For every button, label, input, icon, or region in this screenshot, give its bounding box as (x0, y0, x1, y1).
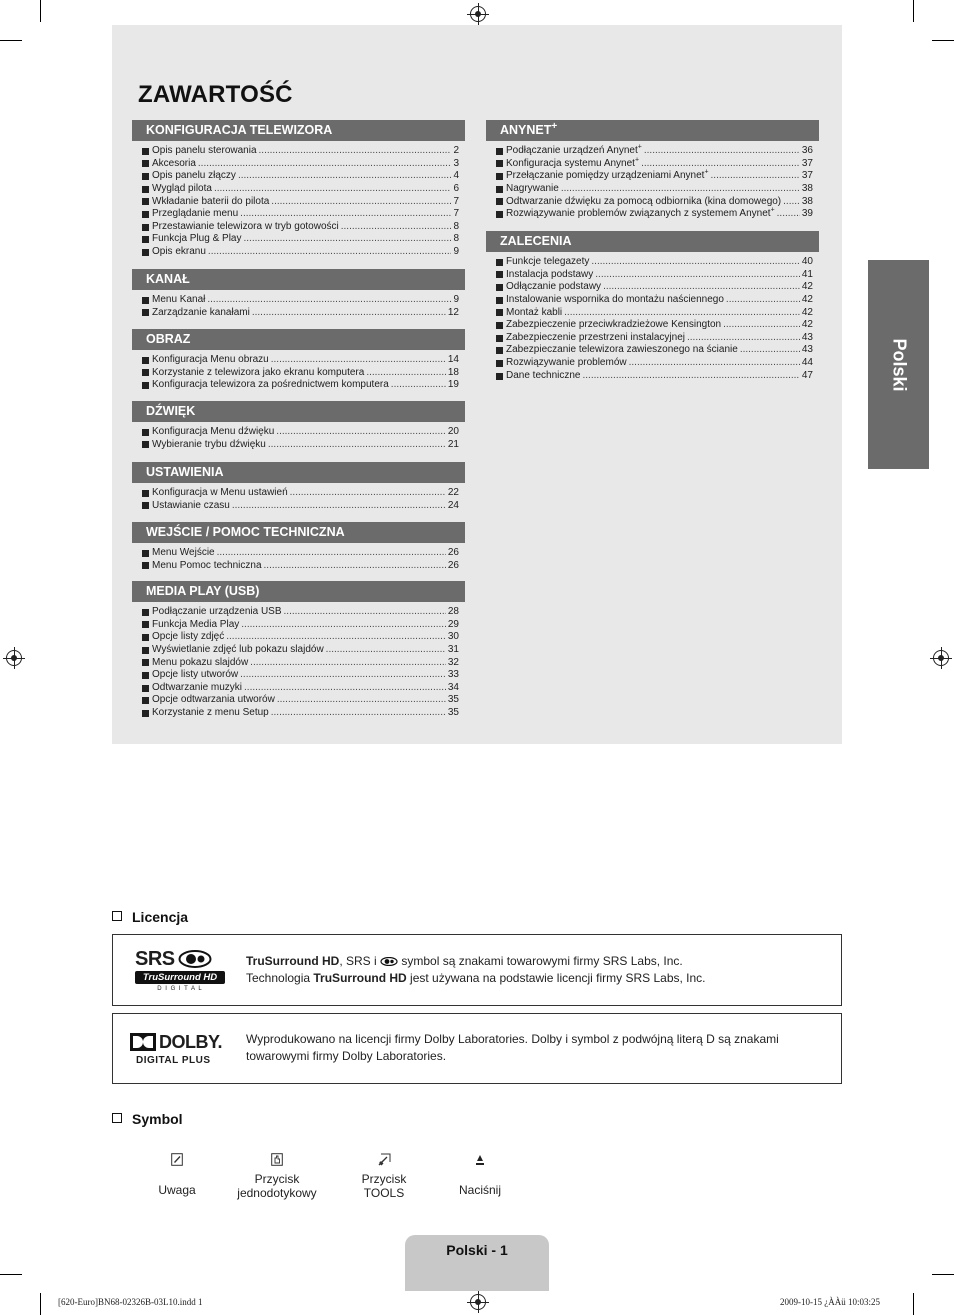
toc-entry-label: Wybieranie trybu dźwięku (152, 438, 266, 450)
one-touch-icon (271, 1153, 283, 1166)
square-bullet-icon (142, 148, 149, 155)
dot-leader (232, 500, 446, 513)
toc-entry-label: Odtwarzanie muzyki (152, 681, 243, 693)
toc-entry[interactable] (142, 644, 459, 657)
toc-entry[interactable] (142, 606, 459, 619)
toc-section-title: ZALECENIA (486, 231, 819, 252)
square-bullet-icon (496, 173, 503, 180)
dot-leader (252, 307, 446, 320)
square-bullet-icon (496, 335, 503, 342)
toc-section (132, 329, 465, 392)
dot-leader (259, 145, 452, 158)
square-bullet-icon (142, 609, 149, 616)
dot-leader (244, 682, 446, 695)
toc-entry-label: Akcesoria (152, 157, 196, 169)
srs-license-box (112, 934, 842, 1006)
dot-leader (271, 707, 446, 720)
dot-leader (244, 233, 452, 246)
toc-entry-page: 14 (447, 354, 459, 365)
dot-leader (777, 208, 800, 221)
toc-section-title: OBRAZ (132, 329, 465, 350)
dot-leader (284, 606, 446, 619)
dot-leader (783, 196, 800, 209)
toc-entry-label: Podłączanie urządzenia USB (152, 606, 282, 617)
page-number-tab (405, 1235, 549, 1291)
square-bullet-icon (142, 441, 149, 448)
toc-entry[interactable] (142, 439, 459, 452)
toc-entry-label: Konfiguracja systemu Anynet (506, 157, 635, 169)
toc-entry-page: 43 (801, 344, 813, 356)
toc-entry-page: 8 (453, 220, 459, 232)
toc-entry-label: Instalowanie wspornika do montażu naściennego (506, 293, 724, 305)
square-bullet-icon (142, 382, 149, 389)
checkbox-bullet-icon (112, 911, 122, 921)
toc-entry-label: Korzystanie z menu Setup (152, 707, 269, 719)
toc-entry[interactable] (142, 294, 459, 307)
toc-entry[interactable] (142, 307, 459, 320)
toc-entry-page: 42 (801, 319, 813, 331)
square-bullet-icon (142, 659, 149, 666)
toc-entry[interactable] (142, 500, 459, 513)
toc-entry-page: 47 (801, 369, 813, 381)
toc-entry-page: 33 (447, 669, 459, 681)
toc-section (486, 120, 819, 221)
toc-entry-label: Instalacja podstawy (506, 268, 594, 280)
dot-leader (595, 269, 800, 282)
dot-leader (740, 344, 800, 357)
toc-entry-label: Konfiguracja Menu dźwięku (152, 426, 275, 437)
toc-entry-page: 3 (453, 157, 459, 169)
crop-mark (913, 1293, 914, 1315)
dot-leader (271, 354, 446, 367)
square-bullet-icon (142, 550, 149, 557)
page-title: ZAWARTOŚĆ (138, 81, 293, 108)
crop-mark (913, 0, 914, 22)
toc-entry-page: 2 (453, 145, 459, 156)
toc-entry-label: Wyświetlanie zdjęć lub pokazu slajdów (152, 643, 324, 655)
toc-entry-page: 42 (801, 293, 813, 305)
language-side-tab (868, 260, 929, 469)
srs-circle-logo-icon (178, 950, 212, 968)
toc-entry-page: 38 (801, 195, 813, 207)
dot-leader (723, 319, 800, 332)
square-bullet-icon (142, 369, 149, 376)
square-bullet-icon (142, 224, 149, 231)
toc-entry[interactable] (142, 669, 459, 682)
toc-entry-page: 37 (801, 157, 813, 169)
toc-entry-label: Menu Wejście (152, 547, 215, 558)
toc-section-title: ANYNET+ (486, 120, 819, 141)
dot-leader (240, 208, 451, 221)
toc-entry-label: Menu Kanał (152, 294, 206, 305)
toc-entry[interactable] (142, 145, 459, 158)
dot-leader (238, 170, 452, 183)
crop-mark (40, 0, 41, 22)
dot-leader (591, 256, 799, 269)
square-bullet-icon (496, 259, 503, 266)
symbol-press: Naciśnij (450, 1153, 510, 1186)
toc-section-title: WEJŚCIE / POMOC TECHNICZNA (132, 522, 465, 543)
toc-entry[interactable]: Podłączanie urządzeń Anynet+ ..... 36 (496, 145, 813, 158)
registration-mark-icon (933, 650, 949, 666)
toc-entry-page: 42 (801, 281, 813, 293)
crop-mark (0, 40, 22, 41)
toc-entry-page: 39 (801, 208, 813, 220)
toc-entry-label: Funkcja Plug & Play (152, 233, 242, 245)
toc-entry-label: Opis panelu sterowania (152, 145, 257, 156)
dot-leader (268, 439, 446, 452)
toc-entry-label: Zarządzanie kanałami (152, 306, 250, 318)
square-bullet-icon (142, 490, 149, 497)
square-bullet-icon (142, 672, 149, 679)
toc-entry-page: 9 (453, 246, 459, 258)
toc-entry-label: Opis ekranu (152, 246, 206, 258)
square-bullet-icon (142, 357, 149, 364)
toc-entry-label: Montaż kabli (506, 306, 563, 318)
toc-entry[interactable] (142, 560, 459, 573)
dot-leader (711, 170, 800, 183)
toc-entry[interactable] (496, 344, 813, 357)
dot-leader (583, 370, 800, 383)
toc-entry-page: 30 (447, 631, 459, 643)
toc-entry-label: Opcje listy zdjęć (152, 631, 225, 643)
toc-entry[interactable] (496, 256, 813, 269)
toc-entry[interactable] (142, 354, 459, 367)
dot-leader (208, 246, 452, 259)
toc-entry-page: 20 (447, 426, 459, 437)
toc-entry[interactable]: Rozwiązywanie problemów związanych z systemem Anynet+ ..... 39 (496, 208, 813, 221)
toc-entry[interactable] (142, 426, 459, 439)
square-bullet-icon (142, 621, 149, 628)
side-tab-label: Polski (889, 337, 909, 392)
toc-entry-label: Odłączanie podstawy (506, 281, 602, 293)
toc-section-title: MEDIA PLAY (USB) (132, 581, 465, 602)
square-bullet-icon (496, 297, 503, 304)
toc-entry-page: 18 (447, 366, 459, 378)
toc-entry[interactable] (496, 357, 813, 370)
toc-entry-page: 35 (447, 707, 459, 719)
toc-entry[interactable] (142, 487, 459, 500)
square-bullet-icon (496, 186, 503, 193)
dot-leader (271, 196, 451, 209)
toc-entry-page: 28 (447, 606, 459, 617)
square-bullet-icon (142, 429, 149, 436)
dot-leader (217, 547, 446, 560)
toc-section-title: KONFIGURACJA TELEWIZORA (132, 120, 465, 141)
square-bullet-icon (142, 249, 149, 256)
toc-section (132, 269, 465, 319)
toc-entry-page: 22 (447, 487, 459, 498)
toc-entry-page: 36 (801, 145, 813, 156)
square-bullet-icon (496, 373, 503, 380)
toc-entry[interactable] (142, 233, 459, 246)
toc-entry[interactable] (142, 657, 459, 670)
toc-entry-page: 7 (453, 208, 459, 220)
toc-entry[interactable] (142, 367, 459, 380)
toc-entry[interactable] (142, 619, 459, 632)
dot-leader (290, 487, 446, 500)
dot-leader (564, 307, 800, 320)
checkbox-bullet-icon (112, 1113, 122, 1123)
toc-entry[interactable] (496, 307, 813, 320)
toc-entry[interactable] (496, 269, 813, 282)
toc-entry[interactable] (142, 379, 459, 392)
toc-entry-page: 29 (447, 618, 459, 630)
dolby-logo: DOLBY. DIGITAL PLUS (130, 1032, 230, 1068)
srs-logo: SRS TruSurround HD D I G I T A L (135, 949, 225, 993)
dot-leader (264, 560, 446, 573)
dot-leader (250, 657, 446, 670)
toc-entry-label: Przeglądanie menu (152, 208, 239, 220)
toc-entry-label: Opis panelu złączy (152, 170, 236, 182)
toc-entry[interactable]: Przełączanie pomiędzy urządzeniami Anynet+ ..... 37 (496, 170, 813, 183)
dot-leader (341, 221, 452, 234)
square-bullet-icon (142, 685, 149, 692)
square-bullet-icon (496, 347, 503, 354)
toc-entry-label: Ustawianie czasu (152, 499, 230, 511)
dot-leader (644, 145, 800, 158)
toc-entry[interactable] (142, 183, 459, 196)
toc-entry-label: Opcje odtwarzania utworów (152, 694, 275, 706)
toc-entry-label: Funkcja Media Play (152, 618, 240, 630)
toc-entry-page: 19 (447, 379, 459, 391)
toc-entry-page: 43 (801, 331, 813, 343)
print-slug-right: 2009-10-15 ¿ÀÀü 10:03:25 (780, 1297, 880, 1307)
toc-entry-page: 42 (801, 306, 813, 318)
dot-leader (198, 158, 452, 171)
toc-entry-page: 41 (801, 268, 813, 280)
square-bullet-icon (496, 360, 503, 367)
toc-entry-page: 7 (453, 195, 459, 207)
toc-entry-label: Wkładanie baterii do pilota (152, 195, 270, 207)
dot-leader (240, 669, 446, 682)
srs-license-text: TruSurround HD, SRS i symbol są znakami towarowymi firmy SRS Labs, Inc. Technologia TruSurround HD jest używana na podstawie licencji firmy SRS Labs, Inc. (246, 954, 706, 985)
toc-entry-page: 12 (447, 306, 459, 318)
dolby-license-box (112, 1013, 842, 1084)
toc-entry-page: 31 (447, 643, 459, 655)
toc-section (132, 462, 465, 512)
toc-entry-page: 6 (453, 182, 459, 194)
toc-entry-page: 26 (447, 547, 459, 558)
dot-leader (641, 158, 800, 171)
toc-entry-page: 37 (801, 170, 813, 182)
symbol-tools: Przycisk TOOLS (354, 1153, 414, 1200)
square-bullet-icon (142, 211, 149, 218)
dot-leader (561, 183, 800, 196)
toc-entry-label: Opcje listy utworów (152, 669, 239, 681)
toc-entry-page: 21 (447, 438, 459, 450)
toc-entry[interactable]: Konfiguracja systemu Anynet+ ..... 37 (496, 158, 813, 171)
toc-entry-label: Konfiguracja Menu obrazu (152, 354, 269, 365)
toc-entry[interactable] (142, 158, 459, 171)
toc-entry-label: Konfiguracja telewizora za pośrednictwem komputera (152, 379, 389, 391)
square-bullet-icon (142, 634, 149, 641)
toc-entry-page: 34 (447, 681, 459, 693)
toc-entry-page: 24 (447, 499, 459, 511)
square-bullet-icon (496, 160, 503, 167)
dot-leader (366, 367, 446, 380)
toc-entry[interactable] (142, 707, 459, 720)
square-bullet-icon (142, 502, 149, 509)
toc-entry[interactable] (142, 694, 459, 707)
toc-entry[interactable] (496, 294, 813, 307)
toc-entry[interactable] (142, 170, 459, 183)
dolby-license-text: Wyprodukowano na licencji firmy Dolby Laboratories. Dolby i symbol z podwójną literą D są znakami towarowymi firmy Dolby Laboratories. (246, 1032, 779, 1063)
toc-section (132, 581, 465, 720)
toc-section (132, 120, 465, 259)
toc-section-title: KANAŁ (132, 269, 465, 290)
license-heading: Licencja (112, 909, 188, 925)
toc-entry[interactable] (142, 196, 459, 209)
toc-entry[interactable] (496, 281, 813, 294)
srs-symbol-icon (380, 957, 398, 966)
crop-mark (932, 40, 954, 41)
toc-entry-label: Konfiguracja w Menu ustawień (152, 487, 288, 498)
dot-leader (207, 294, 451, 307)
toc-entry-page: 44 (801, 357, 813, 369)
square-bullet-icon (142, 160, 149, 167)
square-bullet-icon (496, 284, 503, 291)
toc-entry-label: Zabezpieczenie przeciwkradzieżowe Kensington (506, 319, 722, 331)
registration-mark-icon (470, 6, 486, 22)
toc-entry-page: 26 (447, 559, 459, 571)
toc-entry-page: 9 (453, 294, 459, 305)
double-d-logo-icon (130, 1033, 156, 1051)
crop-mark (40, 1293, 41, 1315)
toc-entry-page: 4 (453, 170, 459, 182)
square-bullet-icon (142, 562, 149, 569)
tools-icon (378, 1153, 391, 1166)
toc-entry-label: Korzystanie z telewizora jako ekranu komputera (152, 366, 365, 378)
toc-entry-label: Menu Pomoc techniczna (152, 559, 262, 571)
toc-entry[interactable] (496, 183, 813, 196)
toc-entry[interactable] (142, 631, 459, 644)
dot-leader (326, 644, 446, 657)
toc-entry[interactable] (496, 319, 813, 332)
dot-leader (277, 694, 446, 707)
toc-entry-label: Menu pokazu slajdów (152, 656, 249, 668)
toc-entry-label: Odtwarzanie dźwięku za pomocą odbiornika (kina domowego) (506, 195, 782, 207)
toc-entry-page: 8 (453, 233, 459, 245)
dot-leader (391, 379, 446, 392)
registration-mark-icon (470, 1294, 486, 1310)
toc-entry[interactable] (142, 547, 459, 560)
toc-entry-page: 40 (801, 256, 813, 267)
square-bullet-icon (142, 236, 149, 243)
dot-leader (687, 332, 800, 345)
dot-leader (629, 357, 800, 370)
dot-leader (214, 183, 451, 196)
dot-leader (726, 294, 800, 307)
print-slug-left: [620-Euro]BN68-02326B-03L10.indd 1 (58, 1297, 203, 1307)
square-bullet-icon (142, 198, 149, 205)
toc-section-title: DŹWIĘK (132, 401, 465, 422)
toc-entry-label: Przełączanie pomiędzy urządzeniami Anynet (506, 170, 705, 182)
toc-entry-label: Zabezpieczenie przestrzeni instalacyjnej (506, 331, 685, 343)
toc-entry[interactable] (496, 370, 813, 383)
crop-mark (932, 1274, 954, 1275)
toc-entry-page: 32 (447, 656, 459, 668)
square-bullet-icon (142, 309, 149, 316)
toc-entry-label: Funkcje telegazety (506, 256, 590, 267)
dot-leader (226, 631, 446, 644)
square-bullet-icon (142, 297, 149, 304)
square-bullet-icon (496, 322, 503, 329)
square-bullet-icon (496, 309, 503, 316)
square-bullet-icon (496, 148, 503, 155)
note-icon (171, 1153, 183, 1166)
toc-entry[interactable] (142, 682, 459, 695)
toc-entry[interactable] (496, 332, 813, 345)
square-bullet-icon (142, 173, 149, 180)
dot-leader (276, 426, 446, 439)
toc-entry[interactable] (496, 196, 813, 209)
toc-section (486, 231, 819, 382)
page-number-label: Polski - 1 (446, 1242, 508, 1258)
symbol-note: Uwaga (147, 1153, 207, 1186)
square-bullet-icon (496, 198, 503, 205)
square-bullet-icon (142, 647, 149, 654)
square-bullet-icon (142, 710, 149, 717)
toc-entry-label: Nagrywanie (506, 182, 559, 194)
toc-entry-label: Podłączanie urządzeń Anynet (506, 145, 638, 156)
toc-section (132, 522, 465, 572)
square-bullet-icon (142, 697, 149, 704)
crop-mark (0, 1274, 22, 1275)
square-bullet-icon (142, 186, 149, 193)
toc-entry-label: Rozwiązywanie problemów związanych z systemem Anynet (506, 208, 771, 220)
toc-entry-label: Wygląd pilota (152, 182, 212, 194)
toc-entry-label: Zabezpieczanie telewizora zawieszonego na ścianie (506, 344, 738, 356)
toc-entry[interactable] (142, 246, 459, 259)
toc-entry-page: 38 (801, 182, 813, 194)
toc-entry-label: Dane techniczne (506, 369, 581, 381)
toc-entry-page: 35 (447, 694, 459, 706)
dot-leader (603, 281, 800, 294)
square-bullet-icon (496, 211, 503, 218)
symbol-heading: Symbol (112, 1111, 183, 1127)
toc-section (132, 401, 465, 451)
square-bullet-icon (496, 271, 503, 278)
toc-entry-label: Rozwiązywanie problemów (506, 357, 627, 369)
toc-section-title: USTAWIENIA (132, 462, 465, 483)
toc-entry[interactable] (142, 208, 459, 221)
symbol-one-touch: Przycisk jednodotykowy (232, 1153, 322, 1200)
dot-leader (241, 619, 446, 632)
toc-entry-label: Przestawianie telewizora w tryb gotowości (152, 220, 339, 232)
registration-mark-icon (6, 650, 22, 666)
toc-entry[interactable] (142, 221, 459, 234)
press-icon (475, 1153, 485, 1166)
